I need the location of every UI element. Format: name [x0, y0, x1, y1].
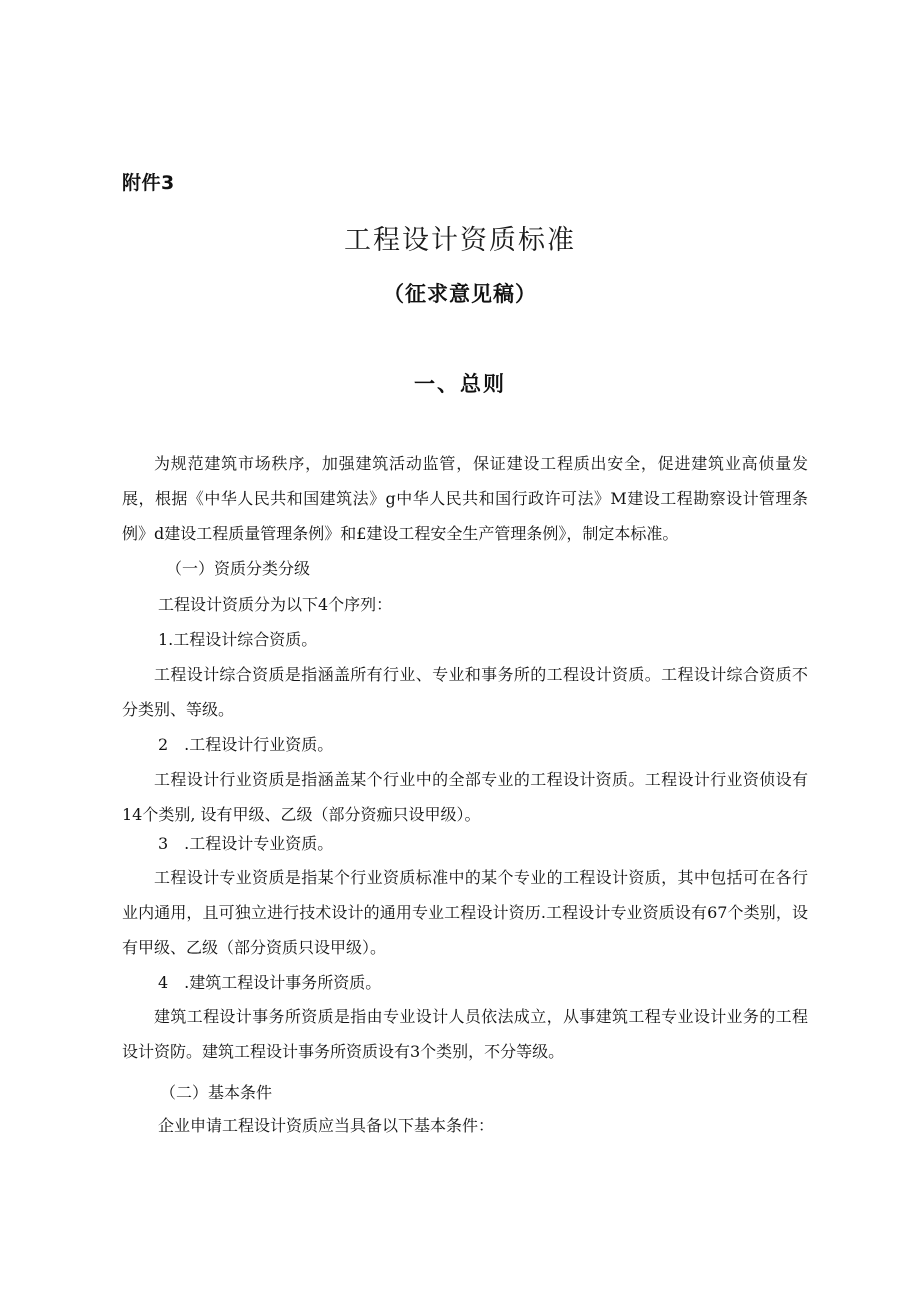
classification-lead: 工程设计资质分为以下4个序列： [158, 595, 393, 614]
document-subtitle: （征求意见稿） [383, 282, 537, 306]
section-heading-general: 一、总则 [414, 372, 506, 396]
item-label-comprehensive: 1.工程设计综合资质。 [158, 630, 318, 649]
item-desc-comprehensive: 工程设计综合资质是指涵盖所有行业、专业和事务所的工程设计资质。工程设计综合资质不分类别、等级。 [122, 665, 808, 719]
document-title: 工程设计资质标准 [344, 225, 576, 256]
basic-conditions-lead: 企业申请工程设计资质应当具备以下基本条件： [158, 1116, 495, 1135]
subsection-heading-basic-conditions: （二）基本条件 [160, 1083, 273, 1102]
subsection-heading-classification: （一）资质分类分级 [166, 559, 311, 578]
item-label-specialty: 3 .工程设计专业资质。 [158, 834, 334, 853]
item-desc-firm: 建筑工程设计事务所资质是指由专业设计人员依法成立，从事建筑工程专业设计业务的工程设计资防。建筑工程设计事务所资质设有3个类别，不分等级。 [122, 1007, 808, 1061]
item-desc-specialty: 工程设计专业资质是指某个行业资质标准中的某个专业的工程设计资质，其中包括可在各行业内通用，且可独立进行技术设计的通用专业工程设计资历.工程设计专业资质设有67个类别，设有甲级、乙级（部分资质只设甲级）。 [122, 868, 808, 957]
attachment-label: 附件3 [122, 172, 175, 194]
intro-paragraph: 为规范建筑市场秩序，加强建筑活动监管，保证建设工程质出安全，促进建筑业高侦量发展，根据《中华人民共和国建筑法》g中华人民共和国行政许可法》M建设工程勘察设计管理条例》d建设工程质量管理条例》和£建设工程安全生产管理条例》，制定本标准。 [122, 454, 808, 543]
item-desc-industry: 工程设计行业资质是指涵盖某个行业中的全部专业的工程设计资质。工程设计行业资侦设有14个类别, 设有甲级、乙级（部分资痂只设甲级）。 [122, 770, 808, 824]
item-label-industry: 2 .工程设计行业资质。 [158, 735, 334, 754]
item-label-firm: 4 .建筑工程设计事务所资质。 [158, 973, 382, 992]
